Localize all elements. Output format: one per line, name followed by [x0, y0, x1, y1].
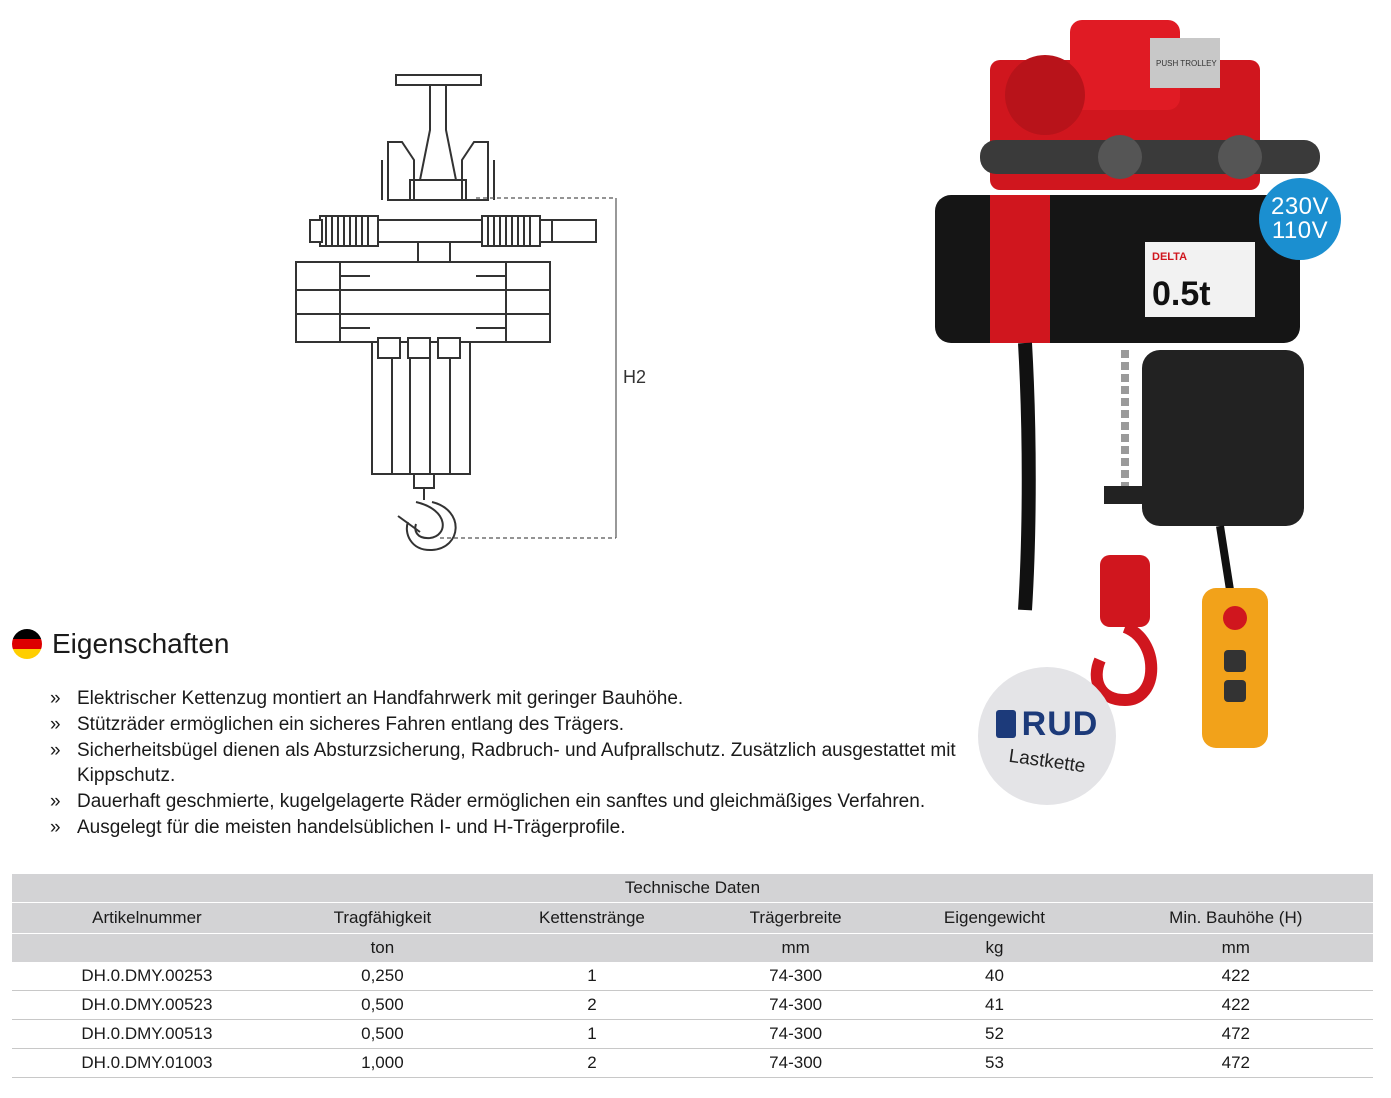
rud-logo: RUD [978, 705, 1116, 744]
product-photo [920, 10, 1380, 810]
table-cell: 1 [483, 1020, 701, 1049]
table-cell: 41 [890, 991, 1098, 1020]
features-heading [12, 628, 229, 660]
brand-label: DELTA [1152, 251, 1188, 263]
table-cell: 422 [1099, 991, 1373, 1020]
unit-cell: mm [701, 934, 890, 963]
unit-cell: ton [282, 934, 483, 963]
table-cell: 1,000 [282, 1049, 483, 1078]
dimension-label-h2: H2 [623, 367, 647, 387]
table-caption: Technische Daten [12, 874, 1373, 903]
table-cell: 53 [890, 1049, 1098, 1078]
table-cell: 74-300 [701, 991, 890, 1020]
table-cell: 1 [483, 962, 701, 991]
unit-cell: mm [1099, 934, 1373, 963]
table-row [12, 1049, 1373, 1078]
column-header: Eigengewicht [890, 903, 1098, 934]
technical-drawing [280, 70, 680, 560]
trolley-plate-label: PUSH TROLLEY [1156, 59, 1217, 68]
table-cell: DH.0.DMY.00513 [12, 1020, 282, 1049]
table-cell: 0,500 [282, 1020, 483, 1049]
feature-item: » Stützräder ermöglichen ein sicheres Fahren entlang des Trägers. [50, 714, 625, 735]
table-header-row [12, 903, 1373, 934]
technical-data-table [12, 874, 1373, 1078]
rud-subtitle: Lastkette [1007, 745, 1087, 778]
table-cell: 74-300 [701, 1049, 890, 1078]
column-header: Kettenstränge [483, 903, 701, 934]
table-cell: 40 [890, 962, 1098, 991]
rud-badge [978, 667, 1116, 805]
german-flag-icon [12, 629, 42, 659]
table-cell: 2 [483, 1049, 701, 1078]
column-header: Trägerbreite [701, 903, 890, 934]
table-cell: DH.0.DMY.00253 [12, 962, 282, 991]
rud-logo-icon [996, 710, 1016, 738]
table-cell: 422 [1099, 962, 1373, 991]
column-header: Artikelnummer [12, 903, 282, 934]
feature-item: » Ausgelegt für die meisten handelsüblichen I- und H-Trägerprofile. [50, 817, 626, 838]
table-cell: 472 [1099, 1049, 1373, 1078]
table-unit-row [12, 934, 1373, 963]
table-cell: 74-300 [701, 962, 890, 991]
unit-cell: kg [890, 934, 1098, 963]
feature-item: » Dauerhaft geschmierte, kugelgelagerte Räder ermöglichen ein sanftes und gleichmäßiges Verfahren. [50, 791, 926, 812]
table-row [12, 1020, 1373, 1049]
feature-list [50, 686, 980, 841]
capacity-label: 0.5t [1152, 275, 1211, 313]
feature-item: » Elektrischer Kettenzug montiert an Handfahrwerk mit geringer Bauhöhe. [50, 688, 684, 709]
feature-item: » Sicherheitsbügel dienen als Absturzsicherung, Radbruch- und Aufprallschutz. Zusätzlich ausgestattet mit Kippschutz. [50, 740, 956, 786]
section-title: Eigenschaften [52, 628, 230, 659]
table-cell: 0,500 [282, 991, 483, 1020]
unit-cell [483, 934, 701, 963]
column-header: Tragfähigkeit [282, 903, 483, 934]
table-cell: DH.0.DMY.00523 [12, 991, 282, 1020]
unit-cell [12, 934, 282, 963]
table-row [12, 991, 1373, 1020]
table-cell: 472 [1099, 1020, 1373, 1049]
table-row [12, 962, 1373, 991]
table-cell: 0,250 [282, 962, 483, 991]
table-cell: DH.0.DMY.01003 [12, 1049, 282, 1078]
voltage-110: 110V [1271, 217, 1329, 244]
voltage-230: 230V [1270, 193, 1330, 220]
table-cell: 74-300 [701, 1020, 890, 1049]
table-cell: 52 [890, 1020, 1098, 1049]
table-cell: 2 [483, 991, 701, 1020]
column-header: Min. Bauhöhe (H) [1099, 903, 1373, 934]
voltage-badge [1259, 178, 1341, 260]
